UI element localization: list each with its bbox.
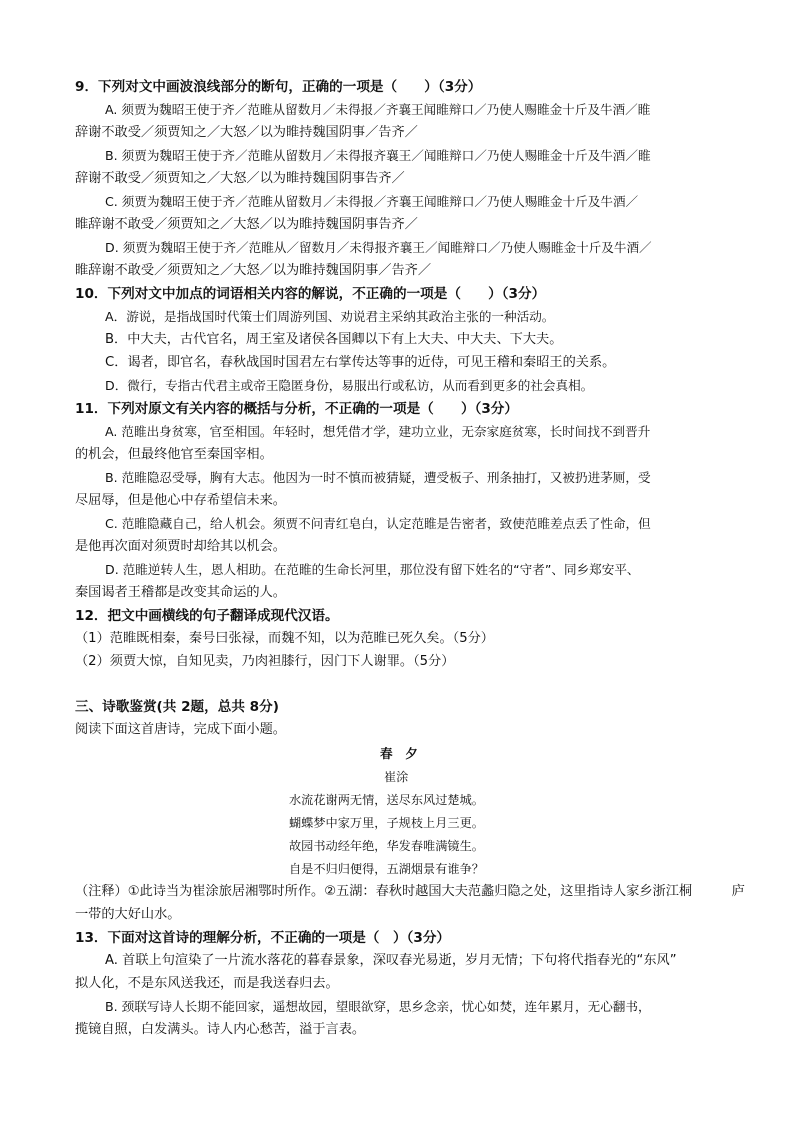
question-11-option-a-cont: 的机会，但最终他官至秦国宰相。	[75, 447, 273, 462]
question-12-item-2: （2）须贾大惊，自知见卖，乃肉袒膝行，因门下人谢罪。（5分）	[75, 654, 455, 669]
question-9-prompt: 9．下列对文中画波浪线部分的断句，正确的一项是（ ）（3分）	[75, 79, 482, 95]
question-12-prompt: 12．把文中画横线的句子翻译成现代汉语。	[75, 608, 339, 624]
poem-author: 崔涂	[384, 770, 409, 784]
poem-line-4: 自是不归归便得，五湖烟景有谁争？	[289, 862, 484, 876]
question-12-item-1: （1）范睢既相秦，秦号曰张禄，而魏不知，以为范睢已死久矣。（5分）	[75, 631, 494, 646]
question-11-option-d-cont: 秦国谒者王稽都是改变其命运的人。	[75, 585, 286, 600]
question-9-option-b: B. 须贾为魏昭王使于齐／范睢从留数月／未得报齐襄王／闻睢辩口／乃使人赐睢金十斤及牛酒／睢	[105, 148, 651, 163]
poem-annotation: （注释）①此诗当为崔涂旅居湘鄂时所作。②五湖：春秋时越国大夫范蠡归隐之处，这里指诗人家乡浙江桐 庐	[75, 884, 745, 899]
section-heading-poetry: 三、诗歌鉴赏(共 2题，总共 8分)	[75, 699, 279, 715]
question-9-option-a-cont: 辞谢不敢受／须贾知之／大怒／以为睢持魏国阴事／告齐／	[75, 125, 418, 140]
question-11-option-c: C. 范睢隐藏自己，给人机会。须贾不问青红皂白，认定范睢是告密者，致使范睢差点丢了性命，但	[105, 516, 651, 531]
poem-line-1: 水流花谢两无情，送尽东风过楚城。	[289, 793, 484, 807]
question-9-option-b-cont: 辞谢不敢受／须贾知之／大怒／以为睢持魏国阴事告齐／	[75, 171, 405, 186]
question-10-prompt: 10．下列对文中加点的词语相关内容的解说，不正确的一项是（ ）（3分）	[75, 286, 546, 302]
question-11-option-b: B. 范睢隐忍受辱，胸有大志。他因为一时不慎而被猜疑，遭受板子、刑条抽打，又被扔进茅厕，受	[105, 470, 651, 485]
poem-line-3: 故园书动经年绝，华发春唯满镜生。	[289, 839, 484, 853]
question-13-option-b: B. 颈联写诗人长期不能回家，遥想故园，望眼欲穿，思乡念亲，忧心如焚，连年累月，无心翻书，	[105, 999, 651, 1014]
section-instructions: 阅读下面这首唐诗，完成下面小题。	[75, 722, 286, 737]
question-9-option-c-cont: 睢辞谢不敢受／须贾知之／大怒／以为睢持魏国阴事告齐／	[75, 217, 418, 232]
question-13-option-a: A. 首联上句渲染了一片流水落花的暮春景象，深叹春光易逝，岁月无情；下句将代指春光的“东风”	[105, 953, 677, 968]
poem-line-2: 蝴蝶梦中家万里，子规枝上月三更。	[289, 816, 484, 830]
question-13-option-a-cont: 拟人化，不是东风送我还，而是我送春归去。	[75, 976, 339, 991]
question-10-option-a: A．游说，是指战国时代策士们周游列国、劝说君主采纳其政治主张的一种活动。	[105, 309, 555, 324]
question-13-option-b-cont: 揽镜自照，白发满头。诗人内心愁苦，溢于言表。	[75, 1022, 366, 1037]
question-9-option-c: C. 须贾为魏昭王使于齐／范睢从留数月／未得报／齐襄王闻睢辩口／乃使人赐睢金十斤及牛酒／	[105, 194, 639, 209]
question-11-option-a: A. 范睢出身贫寒，官至相国。年轻时，想凭借才学，建功立业，无奈家庭贫寒，长时间找不到晋升	[105, 424, 651, 439]
question-11-option-b-cont: 尽屈辱，但是他心中存希望信未来。	[75, 493, 286, 508]
question-9-option-d-cont: 睢辞谢不敢受／须贾知之／大怒／以为睢持魏国阴事／告齐／	[75, 263, 432, 278]
question-13-prompt: 13．下面对这首诗的理解分析，不正确的一项是（ ）（3分）	[75, 930, 451, 946]
question-9-option-d: D. 须贾为魏昭王使于齐／范睢从／留数月／未得报齐襄王／闻睢辩口／乃使人赐睢金十斤及牛酒／	[105, 240, 652, 255]
question-10-option-c: C．谒者，即官名，春秋战国时国君左右掌传达等事的近侍，可见王稽和秦昭王的关系。	[105, 355, 616, 370]
question-11-option-d: D. 范睢逆转人生，恩人相助。在范睢的生命长河里，那位没有留下姓名的“守者”、同乡郑安平、	[105, 562, 640, 577]
question-11-prompt: 11．下列对原文有关内容的概括与分析，不正确的一项是（ ）（3分）	[75, 401, 518, 417]
question-10-option-d: D．微行，专指古代君主或帝王隐匿身份，易服出行或私访，从而看到更多的社会真相。	[105, 378, 594, 393]
question-9-option-a: A. 须贾为魏昭王使于齐／范睢从留数月／未得报／齐襄王闻睢辩口／乃使人赐睢金十斤及牛酒／睢	[105, 102, 651, 117]
question-10-option-b: B．中大夫，古代官名，周王室及诸侯各国卿以下有上大夫、中大夫、下大夫。	[105, 332, 563, 347]
poem-annotation-cont: 一带的大好山水。	[75, 907, 181, 922]
poem-title: 春 夕	[380, 746, 418, 761]
question-11-option-c-cont: 是他再次面对须贾时却给其以机会。	[75, 539, 286, 554]
